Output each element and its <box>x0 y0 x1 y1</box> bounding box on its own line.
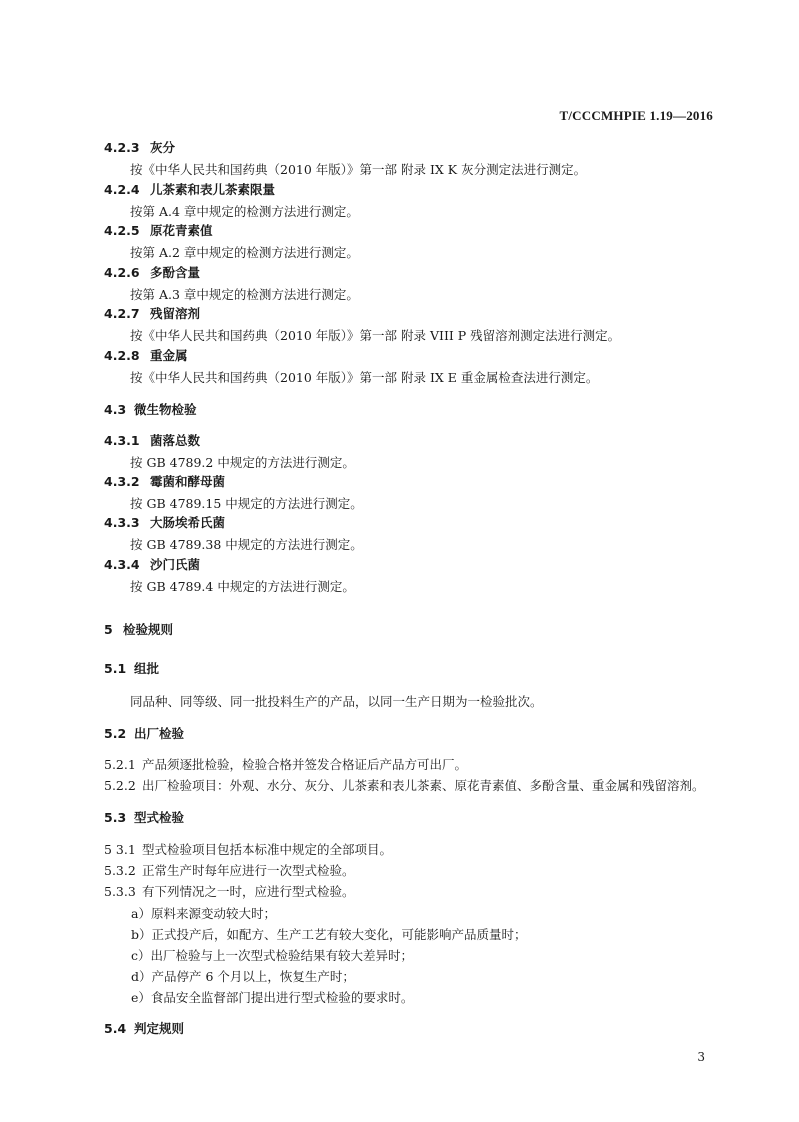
heading-4-2-7: 4.2.7 残留溶剂 <box>104 306 201 321</box>
text-4-2-7: 按《中华人民共和国药典（2010 年版）》第一部 附录 VIII P 残留溶剂测定法进行测定。 <box>130 328 621 343</box>
heading-5-1: 5.1 组批 <box>104 661 160 676</box>
text-4-2-6: 按第 A.3 章中规定的检测方法进行测定。 <box>130 287 359 302</box>
heading-5-4: 5.4 判定规则 <box>104 1021 185 1036</box>
text-4-2-8: 按《中华人民共和国药典（2010 年版）》第一部 附录 IX E 重金属检查法进行测定。 <box>130 370 599 385</box>
text-5-3-1: 5 3.1 型式检验项目包括本标准中规定的全部项目。 <box>104 842 393 857</box>
heading-5-2: 5.2 出厂检验 <box>104 726 185 741</box>
heading-4-3: 4.3 微生物检验 <box>104 402 197 417</box>
text-5-3-3: 5.3.3 有下列情况之一时，应进行型式检验。 <box>104 884 355 899</box>
text-4-3-1: 按 GB 4789.2 中规定的方法进行测定。 <box>130 455 355 470</box>
heading-4-2-8: 4.2.8 重金属 <box>104 348 188 363</box>
heading-5: 5 检验规则 <box>104 622 174 637</box>
list-item: d）产品停产 6 个月以上，恢复生产时； <box>131 969 355 984</box>
heading-4-3-3: 4.3.3 大肠埃希氏菌 <box>104 515 226 530</box>
text-4-2-5: 按第 A.2 章中规定的检测方法进行测定。 <box>130 245 359 260</box>
heading-4-3-4: 4.3.4 沙门氏菌 <box>104 557 201 572</box>
heading-4-2-6: 4.2.6 多酚含量 <box>104 265 201 280</box>
list-item: a）原料来源变动较大时； <box>131 906 276 921</box>
list-item: e）食品安全监督部门提出进行型式检验的要求时。 <box>131 990 414 1005</box>
heading-4-2-5: 4.2.5 原花青素值 <box>104 223 213 238</box>
page-number: 3 <box>697 1050 705 1064</box>
list-item: b）正式投产后，如配方、生产工艺有较大变化，可能影响产品质量时； <box>131 927 527 942</box>
text-5-1: 同品种、同等级、同一批投料生产的产品，以同一生产日期为一检验批次。 <box>130 694 543 709</box>
list-item: c）出厂检验与上一次型式检验结果有较大差异时； <box>131 948 414 963</box>
heading-4-2-3: 4.2.3 灰分 <box>104 140 176 155</box>
text-4-3-3: 按 GB 4789.38 中规定的方法进行测定。 <box>130 537 363 552</box>
document-id-header: T/CCCMHPIE 1.19—2016 <box>559 108 713 123</box>
heading-4-2-4: 4.2.4 儿茶素和表儿茶素限量 <box>104 182 276 197</box>
heading-5-3: 5.3 型式检验 <box>104 810 185 825</box>
text-5-3-2: 5.3.2 正常生产时每年应进行一次型式检验。 <box>104 863 355 878</box>
text-4-3-2: 按 GB 4789.15 中规定的方法进行测定。 <box>130 496 363 511</box>
text-5-2-1: 5.2.1 产品须逐批检验，检验合格并签发合格证后产品方可出厂。 <box>104 757 468 772</box>
text-5-2-2: 5.2.2 出厂检验项目：外观、水分、灰分、儿茶素和表儿茶素、原花青素值、多酚含量、重金属和残留溶剂。 <box>104 778 705 793</box>
text-4-2-3: 按《中华人民共和国药典（2010 年版）》第一部 附录 IX K 灰分测定法进行测定。 <box>130 162 587 177</box>
heading-4-3-1: 4.3.1 菌落总数 <box>104 433 201 448</box>
text-4-3-4: 按 GB 4789.4 中规定的方法进行测定。 <box>130 579 355 594</box>
heading-4-3-2: 4.3.2 霉菌和酵母菌 <box>104 474 226 489</box>
text-4-2-4: 按第 A.4 章中规定的检测方法进行测定。 <box>130 204 359 219</box>
